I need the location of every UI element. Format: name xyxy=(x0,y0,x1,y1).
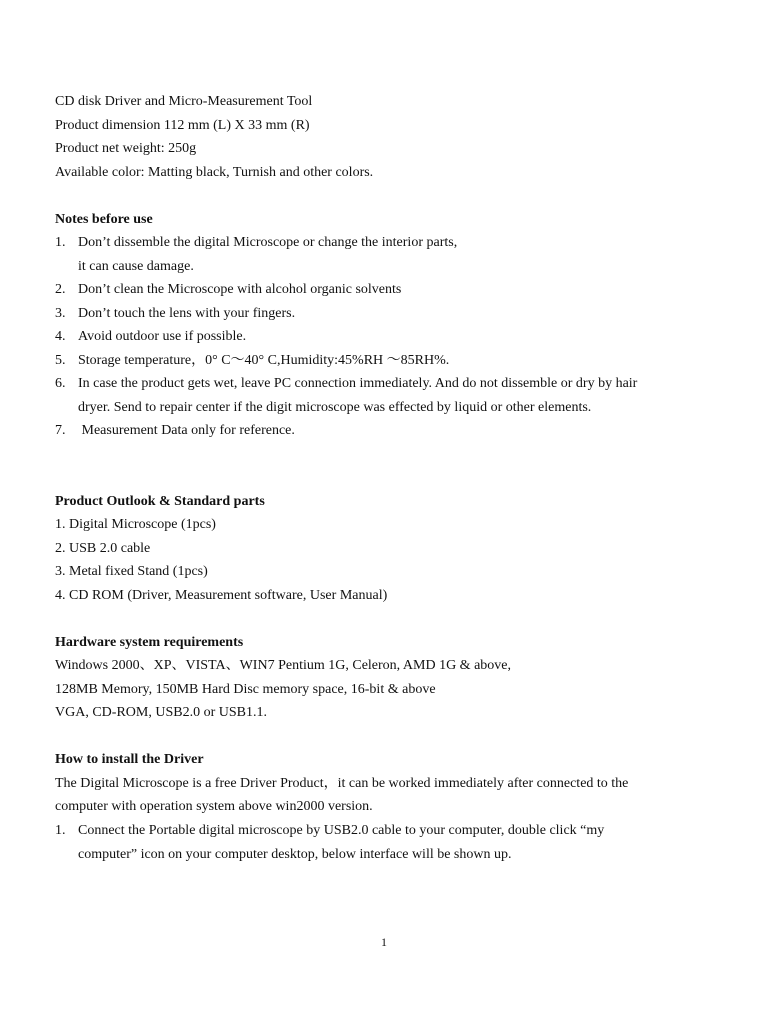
outlook-item-4: 4. CD ROM (Driver, Measurement software, User Manual) xyxy=(55,588,388,603)
notes-item-text: Avoid outdoor use if possible. xyxy=(78,329,247,344)
notes-item-text: Don’t touch the lens with your fingers. xyxy=(78,306,296,321)
install-paragraph-line-1: The Digital Microscope is a free Driver Product，it can be worked immediately after connected to the xyxy=(55,776,629,791)
hardware-line-1: Windows 2000、XP、VISTA、WIN7 Pentium 1G, Celeron, AMD 1G & above, xyxy=(55,658,512,673)
notes-item-text: Don’t dissemble the digital Microscope or change the interior parts, xyxy=(78,235,458,250)
intro-line-4: Available color: Matting black, Turnish and other colors. xyxy=(55,165,374,180)
notes-item-3 xyxy=(55,305,295,323)
hardware-line-3: VGA, CD-ROM, USB2.0 or USB1.1. xyxy=(55,705,267,720)
notes-item-number: 2. xyxy=(55,282,66,297)
notes-item-number: 5. xyxy=(55,353,66,368)
intro-line-3: Product net weight: 250g xyxy=(55,141,197,156)
notes-item-1 xyxy=(55,234,457,252)
outlook-item-1: 1. Digital Microscope (1pcs) xyxy=(55,517,216,532)
notes-item-2 xyxy=(55,281,401,299)
notes-item-text: In case the product gets wet, leave PC connection immediately. And do not dissemble or dry by hair xyxy=(78,376,638,391)
notes-item-number: 6. xyxy=(55,376,66,391)
notes-item-text: Don’t clean the Microscope with alcohol organic solvents xyxy=(78,282,402,297)
notes-item-number: 3. xyxy=(55,306,66,321)
install-heading: How to install the Driver xyxy=(55,752,204,767)
hardware-heading: Hardware system requirements xyxy=(55,635,244,650)
notes-item-1-continuation: it can cause damage. xyxy=(78,259,194,274)
notes-item-text: Measurement Data only for reference. xyxy=(78,423,295,438)
page-number: 1 xyxy=(381,935,387,949)
notes-item-number: 7. xyxy=(55,423,66,438)
install-step-number: 1. xyxy=(55,823,66,838)
notes-item-number: 1. xyxy=(55,235,66,250)
hardware-line-2: 128MB Memory, 150MB Hard Disc memory space, 16-bit & above xyxy=(55,682,436,697)
install-step-text: Connect the Portable digital microscope by USB2.0 cable to your computer, double click “my xyxy=(78,823,605,838)
outlook-item-2: 2. USB 2.0 cable xyxy=(55,541,151,556)
notes-heading: Notes before use xyxy=(55,212,153,227)
notes-item-number: 4. xyxy=(55,329,66,344)
notes-item-6 xyxy=(55,375,637,393)
notes-item-4 xyxy=(55,328,246,346)
outlook-heading: Product Outlook & Standard parts xyxy=(55,494,265,509)
intro-line-2: Product dimension 112 mm (L) X 33 mm (R) xyxy=(55,118,310,133)
intro-line-1: CD disk Driver and Micro-Measurement Tool xyxy=(55,94,313,109)
notes-item-text: Storage temperature，0° C～40° C,Humidity:45%RH ～85RH%. xyxy=(78,353,450,368)
install-step-1 xyxy=(55,822,604,840)
notes-item-5 xyxy=(55,352,449,370)
notes-item-6-continuation: dryer. Send to repair center if the digit microscope was effected by liquid or other elements. xyxy=(78,400,592,415)
notes-item-7 xyxy=(55,422,295,440)
install-step-1-continuation: computer” icon on your computer desktop, below interface will be shown up. xyxy=(78,847,512,862)
install-paragraph-line-2: computer with operation system above win2000 version. xyxy=(55,799,373,814)
outlook-item-3: 3. Metal fixed Stand (1pcs) xyxy=(55,564,208,579)
